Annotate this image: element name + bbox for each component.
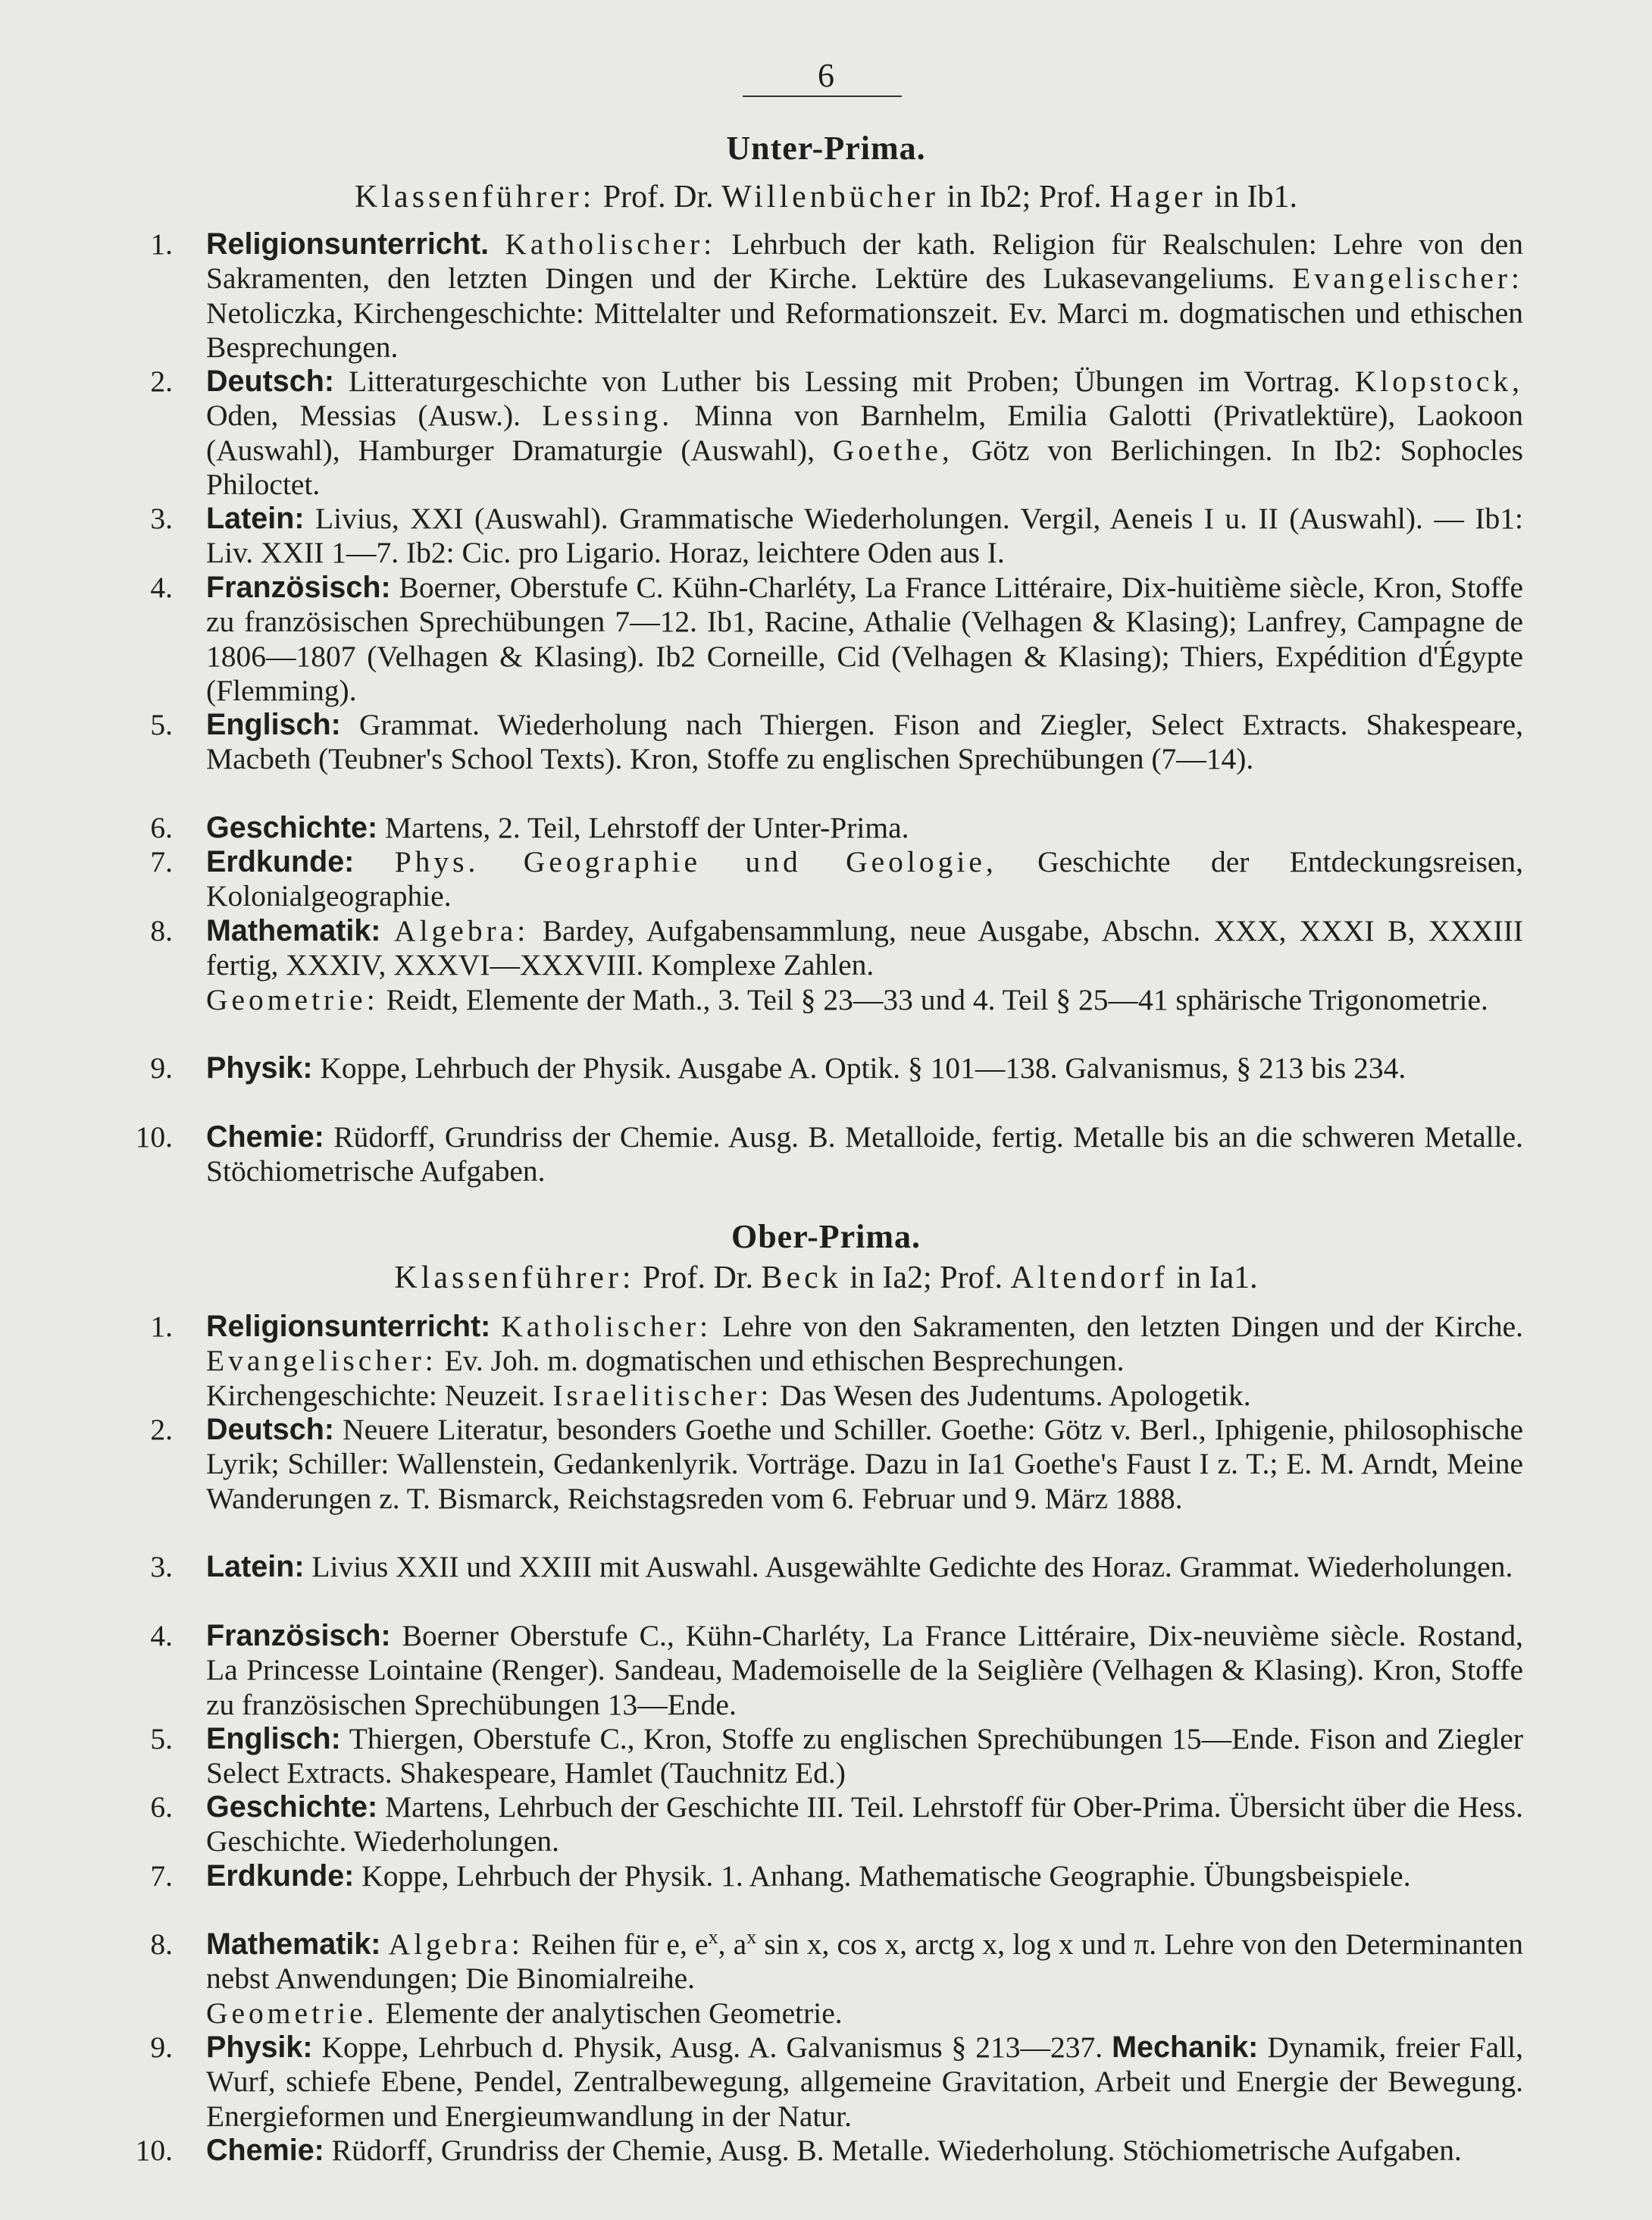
subject-emphasis: Algebra: bbox=[388, 1927, 524, 1961]
subject-text: Litteraturgeschichte von Luther bis Lessing mit Proben; Übungen im Vortrag. bbox=[334, 365, 1355, 398]
item-number: 6. bbox=[150, 1790, 173, 1824]
item-number: 4. bbox=[150, 571, 173, 604]
subject-name: Latein: bbox=[206, 502, 305, 535]
subject-name: Mathematik: bbox=[206, 1927, 381, 1961]
subject-name: Deutsch: bbox=[206, 1413, 334, 1446]
subject-text: Reidt, Elemente der Math., 3. Teil § 23—33 und 4. Teil § 25—41 sphärische Trigonometrie. bbox=[378, 982, 1488, 1016]
item-number: 3. bbox=[150, 1550, 173, 1583]
page-number: 6 bbox=[818, 57, 834, 94]
leader-name: Altendorf bbox=[1010, 1260, 1169, 1295]
subject-text: Livius XXII und XXIII mit Auswahl. Ausgewählte Gedichte des Horaz. Grammat. Wiederholungen. bbox=[304, 1550, 1513, 1583]
leader-text: Prof. Dr. bbox=[595, 180, 722, 214]
subject-text: Boerner, Oberstufe C. Kühn-Charléty, La France Littéraire, Dix-huitième siècle, Kron, Stoffe zu französischen Sprechübungen 7—12. Ib1, Racine, Athalie (Velhagen & Klasing); Lanfrey, Campagne de 1806—1807 (Velhagen & Klasing). Ib2 Corneille, Cid (Velhagen & Klasing); Thiers, Expédition d'Égypte (Flemming). bbox=[206, 571, 1523, 707]
subject-item bbox=[114, 914, 1523, 1017]
subject-name: Religionsunterricht. bbox=[206, 227, 490, 261]
subject-emphasis: Mechanik: bbox=[1112, 2031, 1259, 2064]
superscript: x bbox=[708, 1925, 718, 1948]
subject-name: Französisch: bbox=[206, 1619, 391, 1652]
subject-text bbox=[354, 845, 394, 878]
subject-text: Elemente der analytischen Geometrie. bbox=[377, 1996, 843, 2030]
subject-item bbox=[114, 1927, 1523, 2031]
subject-text: Götz von Berlichingen. In Ib2: Sophocles Philoctet. bbox=[206, 433, 1523, 501]
subject-item bbox=[114, 1859, 1523, 1893]
subject-text: Minna von Barnhelm, Emilia Galotti (Privatlektüre), Laokoon (Auswahl), Hamburger Dramaturgie (Auswahl), bbox=[206, 399, 1524, 467]
subject-text: Lehre von den Sakramenten, den letzten Dingen und der Kirche. bbox=[712, 1310, 1523, 1343]
subject-name: Englisch: bbox=[206, 708, 341, 741]
subject-text bbox=[489, 227, 505, 261]
subject-name: Deutsch: bbox=[206, 365, 334, 398]
leader-name: Hager bbox=[1109, 180, 1206, 214]
subject-text: Thiergen, Oberstufe C., Kron, Stoffe zu englischen Sprechübungen 15—Ende. Fison and Ziegler Select Extracts. Shakespeare, Hamlet (Tauchnitz Ed.) bbox=[206, 1722, 1523, 1790]
subject-text: Neuere Literatur, besonders Goethe und Schiller. Goethe: Götz v. Berl., Iphigenie, philosophische Lyrik; Schiller: Wallenstein, Gedankenlyrik. Vorträge. Dazu in Ia1 Goethe's Faust I z. T.; E. M. Arndt, Meine Wanderungen z. T. Bismarck, Reichstagsreden vom 6. Februar und 9. März 1888. bbox=[206, 1413, 1523, 1515]
subject-emphasis: Klopstock, bbox=[1354, 365, 1523, 398]
leader-label: Klassenführer: bbox=[394, 1260, 635, 1295]
subject-text bbox=[380, 1927, 388, 1961]
item-number: 3. bbox=[150, 502, 173, 535]
subject-name: Mathematik: bbox=[206, 914, 381, 947]
subject-text: Ev. Joh. m. dogmatischen und ethischen Besprechungen. bbox=[436, 1344, 1125, 1378]
subject-item bbox=[114, 1310, 1523, 1413]
subject-text: Geschichte der Entdeckungsreisen, Kolonialgeographie. bbox=[206, 845, 1524, 913]
subject-item bbox=[114, 1051, 1523, 1085]
subject-text: Martens, Lehrbuch der Geschichte III. Teil. Lehrstoff für Ober-Prima. Übersicht über die Hess. Geschichte. Wiederholungen. bbox=[206, 1790, 1523, 1858]
subject-item bbox=[114, 708, 1523, 777]
subject-emphasis: Geometrie. bbox=[206, 1996, 378, 2030]
subject-emphasis: Algebra: bbox=[394, 914, 530, 947]
subject-name: Erdkunde: bbox=[206, 1859, 355, 1893]
subject-text: Dynamik, freier Fall, Wurf, schiefe Ebene, Pendel, Zentralbewegung, allgemeine Gravitation, Arbeit und Energie der Bewegung. Energieformen und Energieumwandlung in der Natur. bbox=[206, 2031, 1523, 2133]
item-number: 4. bbox=[150, 1619, 173, 1652]
leader-text: in Ia1. bbox=[1168, 1260, 1258, 1295]
item-number: 8. bbox=[150, 1927, 173, 1961]
subject-text: Boerner Oberstufe C., Kühn-Charléty, La France Littéraire, Dix-neuvième siècle. Rostand, La Princesse Lointaine (Renger). Sandeau, Mademoiselle de la Seiglière (Velhagen & Klasing). Kron, Stoffe zu französischen Sprechübungen 13—Ende. bbox=[206, 1619, 1523, 1721]
leader-text: in Ib2; Prof. bbox=[939, 180, 1110, 214]
item-number: 7. bbox=[150, 1859, 173, 1893]
subject-name: Physik: bbox=[206, 1051, 313, 1085]
subject-name: Physik: bbox=[206, 2031, 313, 2064]
subject-emphasis: Phys. Geographie und Geologie, bbox=[394, 845, 997, 878]
item-number: 5. bbox=[150, 708, 173, 741]
subject-item bbox=[114, 1120, 1523, 1189]
subject-emphasis: Katholischer: bbox=[501, 1310, 712, 1343]
item-number: 1. bbox=[150, 1310, 173, 1343]
subject-name: Chemie: bbox=[206, 1120, 324, 1154]
item-number: 2. bbox=[150, 1413, 173, 1446]
subject-text: Lehrbuch der kath. Religion für Realschulen: Lehre von den Sakramenten, den letzten Dingen und der Kirche. Lektüre des Lukasevangeliums. bbox=[206, 227, 1524, 296]
item-number: 10. bbox=[135, 2134, 173, 2167]
subject-name: Geschichte: bbox=[206, 811, 378, 844]
subject-name: Latein: bbox=[206, 1550, 305, 1583]
subject-item bbox=[114, 2134, 1523, 2168]
subject-text: , a bbox=[718, 1927, 747, 1961]
subject-text: Oden, Messias (Ausw.). bbox=[206, 399, 543, 433]
subject-emphasis: Katholischer: bbox=[505, 227, 716, 261]
subject-emphasis: Goethe, bbox=[832, 433, 953, 467]
superscript: x bbox=[746, 1925, 757, 1948]
item-number: 1. bbox=[150, 227, 173, 261]
subject-item bbox=[114, 1619, 1523, 1722]
subject-text: Bardey, Aufgabensammlung, neue Ausgabe, Abschn. XXX, XXXI B, XXXIII fertig, XXXIV, XXXVI—XXXVIII. Komplexe Zahlen. bbox=[206, 914, 1524, 982]
subject-text bbox=[380, 914, 394, 947]
leader-name: Willenbücher bbox=[721, 180, 940, 214]
leader-label: Klassenführer: bbox=[355, 180, 596, 214]
page-number-rule bbox=[743, 96, 902, 97]
subject-text: Netoliczka, Kirchengeschichte: Mittelalter und Reformationszeit. Ev. Marci m. dogmatischen und ethischen Besprechungen. bbox=[206, 296, 1523, 364]
subject-item bbox=[114, 1413, 1523, 1516]
subject-text: Koppe, Lehrbuch d. Physik, Ausg. A. Galvanismus § 213—237. bbox=[312, 2031, 1112, 2064]
section-title-unter-prima: Unter-Prima. bbox=[726, 130, 926, 167]
subject-item bbox=[114, 571, 1523, 708]
subject-item bbox=[114, 365, 1523, 502]
subject-text: Rüdorff, Grundriss der Chemie, Ausg. B. Metalle. Wiederholung. Stöchiometrische Aufgaben. bbox=[324, 2134, 1462, 2167]
subject-emphasis: Evangelischer: bbox=[206, 1344, 437, 1378]
class-leader-unter-prima bbox=[0, 177, 1652, 217]
subject-name: Chemie: bbox=[206, 2134, 324, 2167]
subject-text: Koppe, Lehrbuch der Physik. 1. Anhang. Mathematische Geographie. Übungsbeispiele. bbox=[354, 1859, 1411, 1893]
subject-emphasis: Israelitischer: bbox=[552, 1378, 773, 1412]
item-number: 7. bbox=[150, 845, 173, 878]
item-number: 10. bbox=[135, 1120, 173, 1154]
item-number: 6. bbox=[150, 811, 173, 844]
leader-text: in Ib1. bbox=[1206, 180, 1297, 214]
subject-text: Koppe, Lehrbuch der Physik. Ausgabe A. Optik. § 101—138. Galvanismus, § 213 bis 234. bbox=[312, 1051, 1406, 1085]
subject-name: Geschichte: bbox=[206, 1790, 378, 1824]
subject-item bbox=[114, 845, 1523, 914]
item-number: 9. bbox=[150, 2031, 173, 2064]
subject-name: Religionsunterricht: bbox=[206, 1310, 491, 1343]
subject-item bbox=[114, 1790, 1523, 1859]
subject-item bbox=[114, 1722, 1523, 1791]
subject-name: Französisch: bbox=[206, 571, 391, 604]
subject-name: Erdkunde: bbox=[206, 845, 355, 878]
leader-text: Prof. Dr. bbox=[634, 1260, 762, 1295]
subject-text: Livius, XXI (Auswahl). Grammatische Wiederholungen. Vergil, Aeneis I u. II (Auswahl). — Ib1: Liv. XXII 1—7. Ib2: Cic. pro Ligario. Horaz, leichtere Oden aus I. bbox=[206, 502, 1523, 570]
class-leader-ober-prima bbox=[0, 1258, 1652, 1298]
subject-item bbox=[114, 227, 1523, 365]
subject-text bbox=[490, 1310, 501, 1343]
subject-text: sin x, cos x, arctg x, log x und π. Lehre von den Determinanten nebst Anwendungen; Die Binomialreihe. bbox=[206, 1927, 1523, 1996]
leader-name: Beck bbox=[761, 1260, 842, 1295]
subject-text: Das Wesen des Judentums. Apologetik. bbox=[772, 1378, 1251, 1412]
item-number: 8. bbox=[150, 914, 173, 947]
subject-text: Martens, 2. Teil, Lehrstoff der Unter-Prima. bbox=[377, 811, 909, 844]
item-number: 5. bbox=[150, 1722, 173, 1755]
subject-item bbox=[114, 502, 1523, 571]
subject-name: Englisch: bbox=[206, 1722, 341, 1755]
subject-text: Rüdorff, Grundriss der Chemie. Ausg. B. Metalloide, fertig. Metalle bis an die schweren Metalle. Stöchiometrische Aufgaben. bbox=[206, 1120, 1523, 1188]
subject-text: Reihen für e, e bbox=[523, 1927, 709, 1961]
subject-emphasis: Geometrie: bbox=[206, 982, 379, 1016]
subject-text: Grammat. Wiederholung nach Thiergen. Fison and Ziegler, Select Extracts. Shakespeare, Macbeth (Teubner's School Texts). Kron, Stoffe zu englischen Sprechübungen (7—14). bbox=[206, 708, 1523, 776]
leader-text: in Ia2; Prof. bbox=[841, 1260, 1011, 1295]
section-title-ober-prima: Ober-Prima. bbox=[731, 1218, 921, 1255]
item-number: 9. bbox=[150, 1051, 173, 1085]
subject-emphasis: Lessing. bbox=[542, 399, 674, 433]
item-number: 2. bbox=[150, 365, 173, 398]
subject-item bbox=[114, 1550, 1523, 1584]
subject-text: Kirchengeschichte: Neuzeit. bbox=[206, 1378, 553, 1412]
subject-item bbox=[114, 2031, 1523, 2134]
subject-emphasis: Evangelischer: bbox=[1292, 261, 1523, 296]
subject-item bbox=[114, 811, 1523, 845]
